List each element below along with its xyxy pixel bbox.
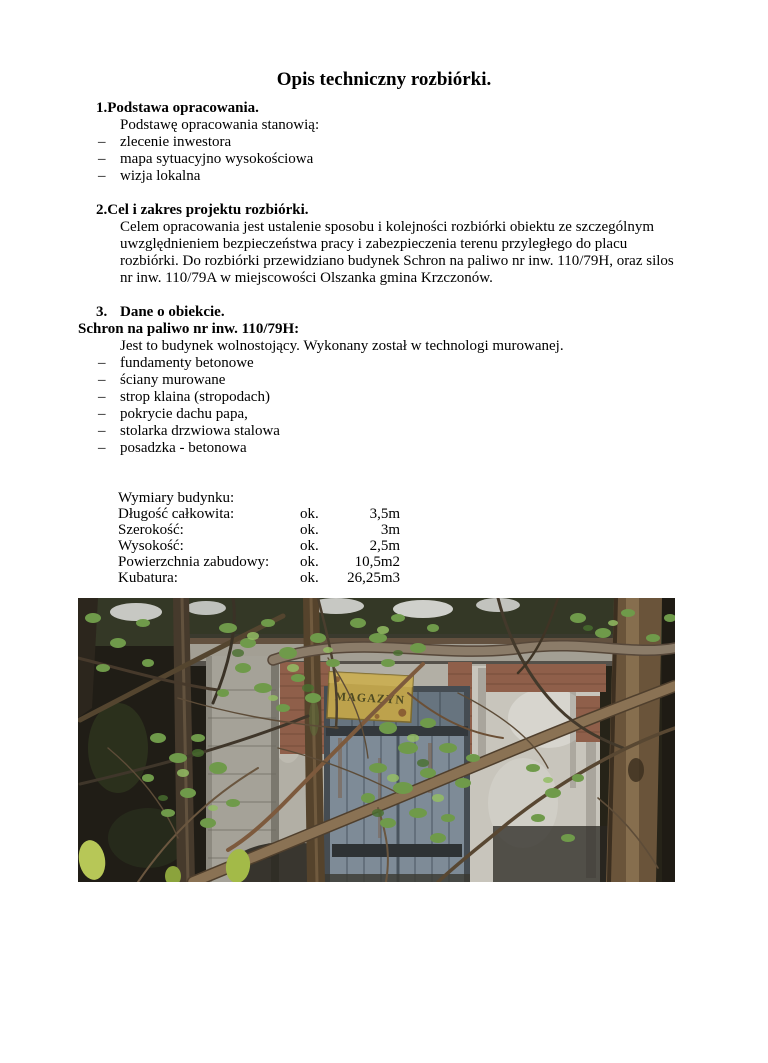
- paragraph-line: nr inw. 110/79A w miejscowości Olszanka gmina Krzczonów.: [120, 270, 493, 286]
- dim-value: 3,5m: [369, 506, 400, 522]
- list-item-label: stolarka drzwiowa stalowa: [120, 423, 280, 439]
- section3-intro: Jest to budynek wolnostojący. Wykonany został w technologi murowanej.: [120, 338, 564, 354]
- bullet-dash: –: [98, 372, 106, 388]
- dimensions-heading-label: Wymiary budynku:: [118, 490, 235, 506]
- bullet-dash: –: [98, 423, 106, 439]
- list-item: [0, 372, 768, 389]
- bullet-dash: –: [98, 440, 106, 456]
- dim-label: Wysokość:: [118, 538, 184, 554]
- dim-approx: ok.: [300, 506, 319, 522]
- section1-intro: Podstawę opracowania stanowią:: [120, 117, 320, 133]
- list-item-label: posadzka - betonowa: [120, 440, 247, 456]
- bullet-dash: –: [98, 134, 106, 150]
- section3-subheading: Schron na paliwo nr inw. 110/79H:: [78, 321, 300, 337]
- bullet-dash: –: [98, 168, 106, 184]
- list-item-label: pokrycie dachu papa,: [120, 406, 248, 422]
- dim-value: 26,25m3: [347, 570, 400, 586]
- dimensions-table: [118, 490, 768, 586]
- section2-heading: 2.Cel i zakres projektu rozbiórki.: [96, 202, 309, 218]
- dim-approx: ok.: [300, 554, 319, 570]
- list-item: [0, 406, 768, 423]
- table-row: [118, 554, 768, 570]
- table-row: [118, 522, 768, 538]
- section3-heading: [96, 304, 768, 321]
- section-dane-o-obiekcie: [0, 304, 768, 457]
- dim-value: 10,5m2: [354, 554, 400, 570]
- dimensions-heading: [118, 490, 768, 506]
- dim-approx: ok.: [300, 570, 319, 586]
- bullet-dash: –: [98, 355, 106, 371]
- dim-approx: ok.: [300, 538, 319, 554]
- dim-label: Powierzchnia zabudowy:: [118, 554, 270, 570]
- dim-value: 3m: [380, 522, 400, 538]
- dim-label: Długość całkowita:: [118, 506, 235, 522]
- paragraph-line: rozbiórki. Do rozbiórki przewidziano budynek Schron na paliwo nr inw. 110/79H, oraz silos: [120, 253, 674, 269]
- list-item-label: mapa sytuacyjno wysokościowa: [120, 151, 314, 167]
- list-item-label: zlecenie inwestora: [120, 134, 232, 150]
- list-item-label: strop klaina (stropodach): [120, 389, 270, 405]
- bullet-dash: –: [98, 406, 106, 422]
- page-title: Opis techniczny rozbiórki.: [276, 69, 492, 90]
- list-item-label: ściany murowane: [120, 372, 226, 388]
- section3-heading-text: Dane o obiekcie.: [120, 304, 225, 320]
- photo-sign-text: MAGAZYN: [334, 689, 406, 707]
- building-photo: [78, 598, 675, 882]
- paragraph-line: Celem opracowania jest ustalenie sposobu i kolejności rozbiórki obiektu ze szczególnym: [120, 219, 655, 235]
- list-item-label: wizja lokalna: [120, 168, 201, 184]
- list-item: [0, 355, 768, 372]
- list-item: [0, 440, 768, 457]
- table-row: [118, 506, 768, 522]
- table-row: [118, 570, 768, 586]
- dim-value: 2,5m: [369, 538, 400, 554]
- section3-number: 3.: [96, 304, 108, 320]
- dim-label: Szerokość:: [118, 522, 184, 538]
- table-row: [118, 538, 768, 554]
- dim-label: Kubatura:: [118, 570, 178, 586]
- list-item: [0, 423, 768, 440]
- dim-approx: ok.: [300, 522, 319, 538]
- list-item-label: fundamenty betonowe: [120, 355, 254, 371]
- section1-heading: 1.Podstawa opracowania.: [96, 100, 259, 116]
- paragraph-line: uwzględnieniem bezpieczeństwa pracy i zabezpieczenia terenu przyległego do placu: [120, 236, 628, 252]
- section-podstawa: [0, 100, 768, 185]
- bullet-dash: –: [98, 151, 106, 167]
- list-item: [0, 168, 768, 185]
- list-item: [0, 389, 768, 406]
- bullet-dash: –: [98, 389, 106, 405]
- list-item: [0, 151, 768, 168]
- list-item: [0, 134, 768, 151]
- section-cel-i-zakres: [0, 202, 768, 287]
